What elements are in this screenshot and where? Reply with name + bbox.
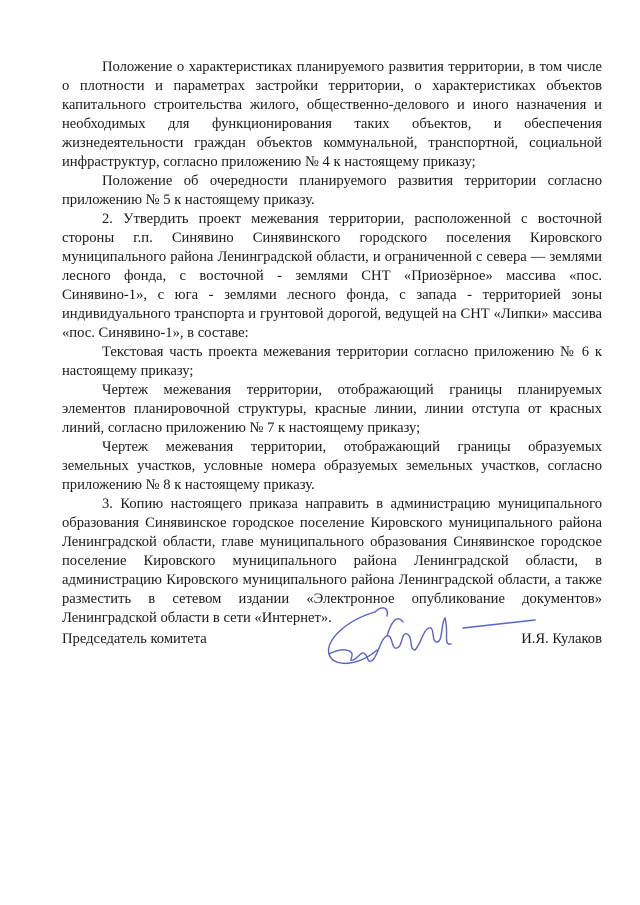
paragraph-item-3: 3. Копию настоящего приказа направить в администрацию муниципального образования Синявинское городское поселение Кировского муниципального района Ленинградской области, главе муниципального образования Синявинское городское поселение Кировского муниципального района Ленинградской области, в администрацию Кировского муниципального района Ленинградской области, а также разместить в сетевом издании «Электронное опубликование документов» Ленинградской области в сети «Интернет». — [62, 496, 602, 626]
handwritten-signature-icon — [317, 592, 547, 682]
paragraph-item-2: 2. Утвердить проект межевания территории, расположенной с восточной стороны г.п. Синявино Синявинского городского поселения Кировского муниципального района Ленинградской области, и ограниченной с севера — землями лесного фонда, с восточной - землями СНТ «Приозёрное» массива «пос. Синявино-1», с юга - землями лесного фонда, с запада - территорией зоны индивидуального транспорта и грунтовой дорогой, ведущей на СНТ «Липки» массива «пос. Синявино-1», в составе: — [62, 211, 602, 341]
paragraph-appendix-6: Текстовая часть проекта межевания территории согласно приложению № 6 к настоящему приказу; — [62, 344, 602, 379]
document-body — [62, 58, 602, 628]
paragraph-appendix-5: Положение об очередности планируемого развития территории согласно приложению № 5 к настоящему приказу. — [62, 173, 602, 208]
paragraph-appendix-7: Чертеж межевания территории, отображающий границы планируемых элементов планировочной структуры, красные линии, линии отступа от красных линий, согласно приложению № 7 к настоящему приказу; — [62, 382, 602, 436]
signature-block — [62, 630, 602, 660]
paragraph-appendix-4: Положение о характеристиках планируемого развития территории, в том числе о плотности и параметрах застройки территории, о характеристиках объектов капитального строительства жилого, общественно-делового и иного назначения и необходимых для функционирования таких объектов, и обеспечения жизнедеятельности граждан объектов коммунальной, транспортной, социальной инфраструктур, согласно приложению № 4 к настоящему приказу; — [62, 59, 602, 170]
paragraph-appendix-8: Чертеж межевания территории, отображающий границы образуемых земельных участков, условные номера образуемых земельных участков, согласно приложению № 8 к настоящему приказу. — [62, 439, 602, 493]
signer-title: Председатель комитета — [62, 631, 207, 647]
signer-name: И.Я. Кулаков — [521, 631, 602, 647]
